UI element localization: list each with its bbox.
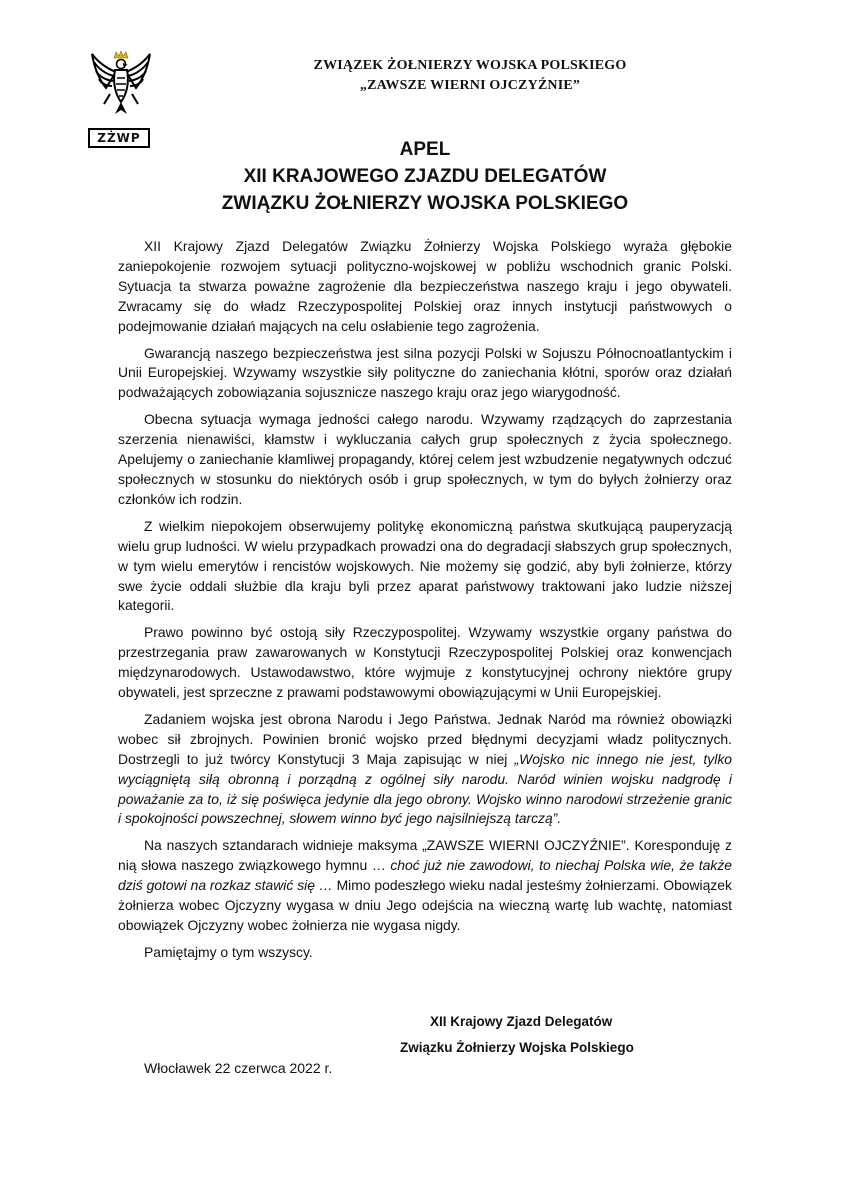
signature-block [400,1009,700,1061]
org-motto: „ZAWSZE WIERNI OJCZYŹNIE” [359,78,581,93]
paragraph-3: Obecna sytuacja wymaga jedności całego narodu. Wzywamy rządzących do zaprzestania szerzenia nienawiści, kłamstw i wykluczania całych grup społecznych z życia społecznego. Apelujemy o zaniechanie kłamliwej propagandy, której celem jest wzbudzenie negatywnych odczuć społecznych w stosunku do niektórych osób i grup społecznych, w tym do byłych żołnierzy oraz członków ich rodzin. [118,411,732,507]
zzwp-logo [88,50,154,150]
eagle-icon [88,50,154,130]
paragraph-7-text-end: Mimo podeszłego wieku nadal jesteśmy żołnierzami. Obowiązek żołnierza wobec Ojczyzny wygasa w dniu Jego odejścia na wieczną wartę lub wachtę, natomiast obowiązek Ojczyzny wobec żołnierza nie wygasa nigdy. [118,877,732,933]
org-name: ZWIĄZEK ŻOŁNIERZY WOJSKA POLSKIEGO [313,58,627,73]
signature-line-1: XII Krajowy Zjazd Delegatów [430,1014,613,1029]
paragraph-7 [118,836,732,936]
title-line-1: APEL [399,139,451,160]
paragraph-2: Gwarancją naszego bezpieczeństwa jest silna pozycji Polski w Sojuszu Północnoatlantyckim i Unii Europejskiej. Wzywamy wszystkie siły polityczne do zaniechania kłótni, sporów oraz działań podważających zobowiązania sojusznicze naszego kraju oraz jego wiarygodność. [118,344,732,401]
title-line-2: XII KRAJOWEGO ZJAZDU DELEGATÓW [243,166,607,187]
document-title [120,136,730,217]
paragraph-8: Pamiętajmy o tym wszyscy. [144,943,313,960]
constitution-quote: „Wojsko nic innego nie jest, tylko wyciągniętą siłą obronną i porządną z ogólnej siły narodu. Naród winien wojsku nadgrodę i poważanie za to, iż się poświęca jedynie dla jego obrony. Wojsko winno narodowi strzeżenie granic i spokojności powszechnej, słowem winno być jego najsilniejszą tarczą”. [118,750,732,827]
place-date: Włocławek 22 czerwca 2022 r. [144,1060,333,1076]
paragraph-6-text: Zadaniem wojska jest obrona Narodu i Jego Państwa. Jednak Naród ma również obowiązki wobec sił zbrojnych. Powinien bronić wojsko przed błędnymi decyzjami władz politycznych. Dostrzegli to już twórcy Konstytucji 3 Maja zapisując w niej [118,710,732,767]
paragraph-4: Z wielkim niepokojem obserwujemy politykę ekonomiczną państwa skutkującą pauperyzacją wielu grup ludności. W wielu przypadkach prowadzi ona do degradacji słabszych grup społecznych, w tym wielu emerytów i rencistów wojskowych. Nie możemy się godzić, aby byli żołnierze, którzy swe życie oddali służbie dla kraju byli przez aparat państwowy traktowani jako ludzie niższej kategorii. [118,517,732,614]
logo-text: ZŻWP [88,128,150,148]
document-body [118,237,732,970]
title-line-3: ZWIĄZKU ŻOŁNIERZY WOJSKA POLSKIEGO [221,193,629,214]
signature-line-2: Związku Żołnierzy Wojska Polskiego [400,1040,634,1055]
paragraph-1: XII Krajowy Zjazd Delegatów Związku Żołnierzy Wojska Polskiego wyraża głębokie zaniepokojenie rozwojem sytuacji polityczno-wojskowej w pobliżu wschodnich granic Polski. Sytuacja ta stwarza poważne zagrożenie dla bezpieczeństwa naszego kraju i jego obywateli. Zwracamy się do władz Rzeczypospolitej Polskiej oraz innych instytucji państwowych o podejmowanie działań mających na celu osłabienie tego zagrożenia. [118,238,732,334]
paragraph-7-text: Na naszych sztandarach widnieje maksyma „ZAWSZE WIERNI OJCZYŹNIE”. Koresponduję z nią słowa naszego związkowego hymnu … [118,837,732,874]
paragraph-5: Prawo powinno być ostoją siły Rzeczypospolitej. Wzywamy wszystkie organy państwa do przestrzegania praw zawarowanych w Konstytucji Rzeczypospolitej Polskiej oraz konwencjach międzynarodowych. Ustawodawstwo, które wyjmuje z konstytucyjnej ochrony niektóre grupy obywateli, jest sprzeczne z prawami podstawowymi obowiązującymi w Unii Europejskiej. [118,624,732,701]
organization-header [240,56,700,96]
hymn-quote: choć już nie zawodowi, to niechaj Polska wie, że także dziś gotowi na rozkaz stawić się … [118,857,732,894]
paragraph-6 [118,710,732,829]
